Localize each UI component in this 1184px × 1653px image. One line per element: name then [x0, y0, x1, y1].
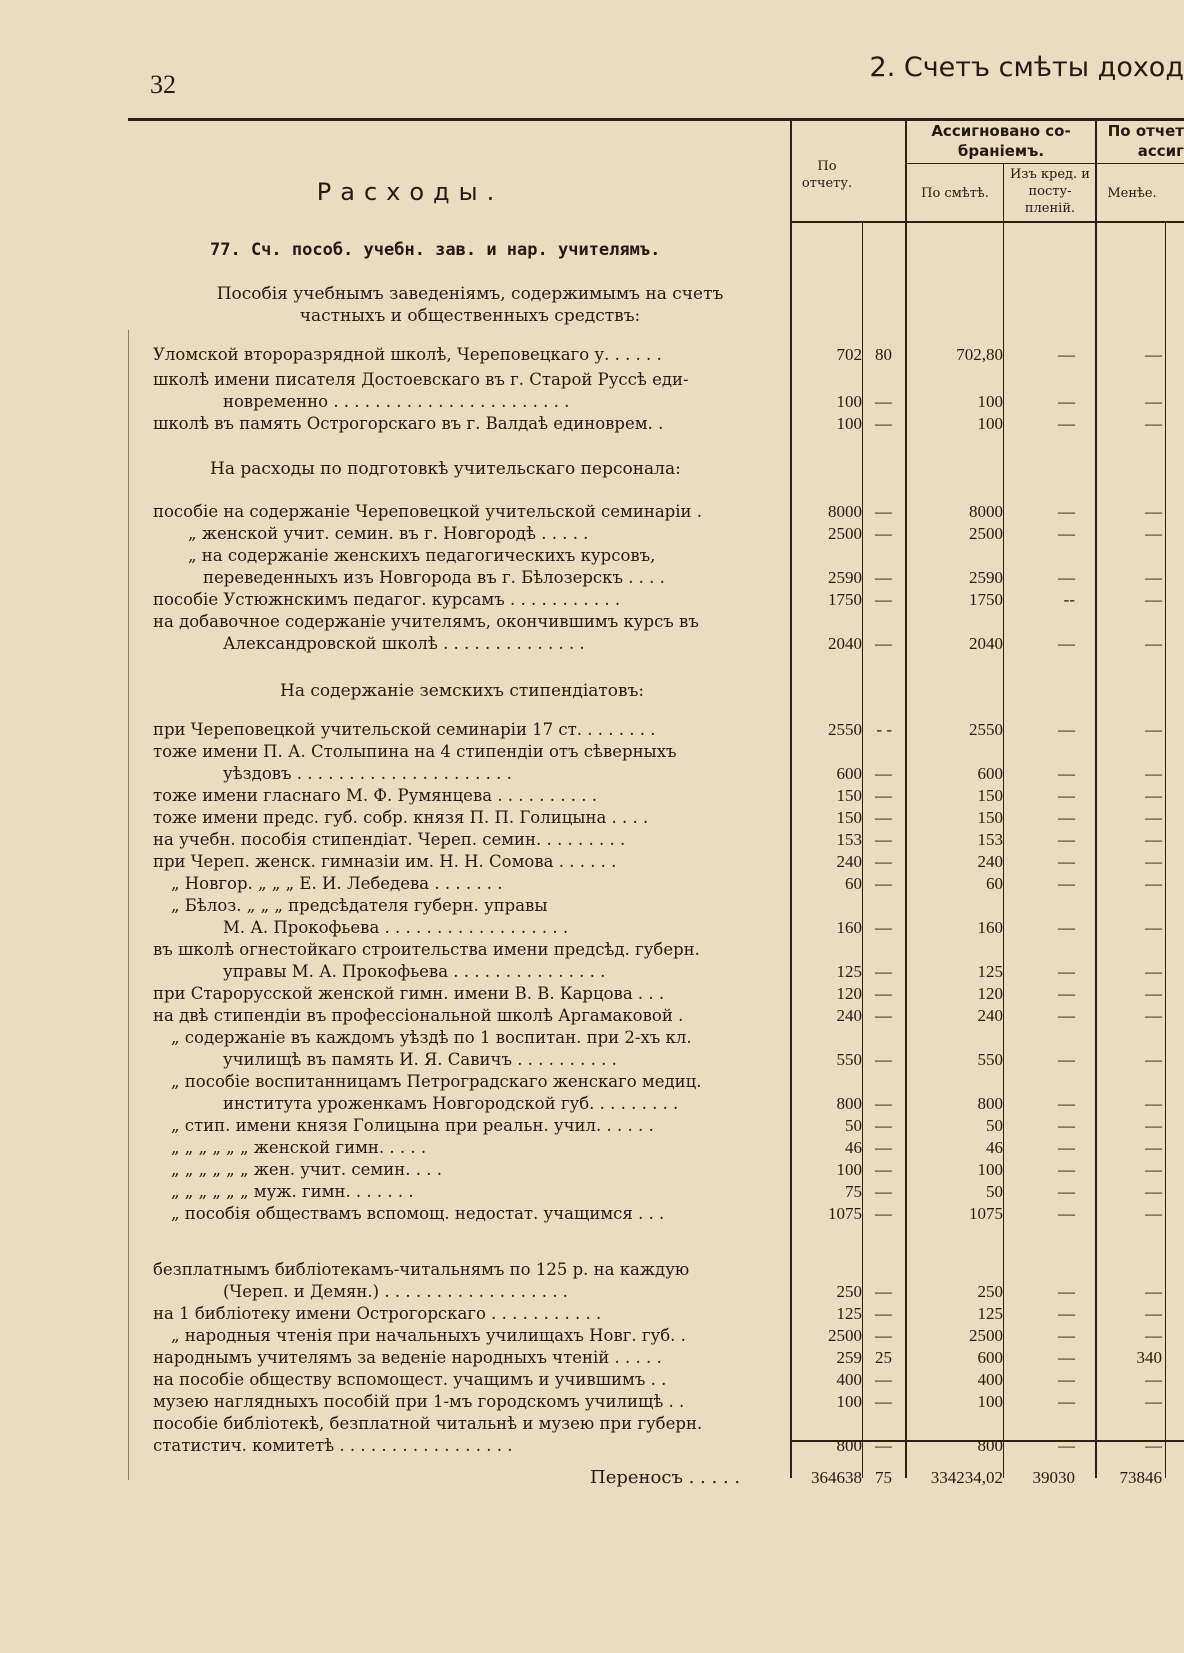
table-row	[0, 370, 1184, 390]
row-value-a: 250	[836, 1282, 862, 1301]
row-value-b: —	[875, 1138, 892, 1157]
row-value-e: —	[1145, 874, 1162, 893]
row-value-d: —	[1058, 1116, 1075, 1135]
row-value-c: 2040	[969, 634, 1003, 653]
row-value-c: 8000	[969, 502, 1003, 521]
row-value-a: 400	[836, 1370, 862, 1389]
row-value-a: 125	[836, 1304, 862, 1323]
row-text: на учебн. пособія стипендіат. Череп. семин. . . . . . . . .	[153, 830, 626, 849]
row-value-d: —	[1058, 1006, 1075, 1025]
row-text: новременно . . . . . . . . . . . . . . . . . . . . . . .	[223, 392, 570, 411]
page-number: 32	[150, 70, 176, 99]
table-row	[0, 896, 1184, 916]
row-value-e: —	[1145, 1094, 1162, 1113]
row-value-e: —	[1145, 502, 1162, 521]
row-value-a: 2500	[828, 524, 862, 543]
row-value-e: —	[1145, 918, 1162, 937]
row-text: „ „ „ „ „ „ женской гимн. . . . .	[171, 1138, 427, 1157]
row-value-b: —	[875, 1116, 892, 1135]
row-value-a: 2590	[828, 568, 862, 587]
row-value-a: 1075	[828, 1204, 862, 1223]
row-value-c: 100	[977, 1392, 1003, 1411]
row-value-b: —	[875, 1436, 892, 1455]
table-row	[0, 984, 1184, 1004]
row-value-a: 153	[836, 830, 862, 849]
row-value-c: 1750	[969, 590, 1003, 609]
row-value-d: —	[1058, 1326, 1075, 1345]
row-value-a: 800	[836, 1094, 862, 1113]
table-row	[0, 345, 1184, 365]
row-value-b: —	[875, 1204, 892, 1223]
row-value-e: —	[1145, 764, 1162, 783]
header-bottom-rule	[790, 221, 1184, 223]
row-value-d: —	[1058, 1204, 1075, 1223]
row-value-a: 150	[836, 786, 862, 805]
table-row	[0, 524, 1184, 544]
row-text: „ „ „ „ „ „ муж. гимн. . . . . . .	[171, 1182, 414, 1201]
table-row	[0, 1348, 1184, 1368]
row-value-a: 550	[836, 1050, 862, 1069]
row-value-c: 1075	[969, 1204, 1003, 1223]
row-value-d: —	[1058, 962, 1075, 981]
row-text: пособіе библіотекѣ, безплатной читальнѣ и музею при губерн.	[153, 1414, 703, 1433]
row-value-e: —	[1145, 1392, 1162, 1411]
row-value-c: 800	[977, 1436, 1003, 1455]
row-text: въ школѣ огнестойкаго строительства имени предсѣд. губерн.	[153, 940, 700, 959]
row-value-d: —	[1058, 984, 1075, 1003]
row-value-a: 259	[836, 1348, 862, 1367]
row-value-b: —	[875, 808, 892, 827]
row-value-c: 250	[977, 1282, 1003, 1301]
row-value-a: 75	[845, 1182, 862, 1201]
row-value-d: —	[1058, 1304, 1075, 1323]
row-value-d: —	[1058, 830, 1075, 849]
table-row	[0, 1160, 1184, 1180]
row-value-b: —	[875, 852, 892, 871]
row-value-a: 2040	[828, 634, 862, 653]
col-assigned: Ассигновано со-браніемъ.	[931, 122, 1071, 160]
row-value-b: —	[875, 764, 892, 783]
row-text: училищѣ въ память И. Я. Савичъ . . . . . . . . . .	[223, 1050, 617, 1069]
row-value-b: —	[875, 590, 892, 609]
table-row	[0, 1050, 1184, 1070]
row-value-e: —	[1145, 1436, 1162, 1455]
total-b: 75	[875, 1468, 892, 1487]
row-text: на пособіе обществу вспомощест. учащимъ и учившимъ . .	[153, 1370, 667, 1389]
row-text: на добавочное содержаніе учителямъ, окончившимъ курсъ въ	[153, 612, 699, 631]
table-row	[0, 1370, 1184, 1390]
row-value-d: —	[1058, 392, 1075, 411]
table-row	[0, 786, 1184, 806]
table-row	[0, 1282, 1184, 1302]
table-row	[0, 874, 1184, 894]
row-value-a: 160	[836, 918, 862, 937]
row-text: переведенныхъ изъ Новгорода въ г. Бѣлозерскъ . . . .	[203, 568, 665, 587]
row-value-b: —	[875, 1160, 892, 1179]
row-value-d: —	[1058, 874, 1075, 893]
row-value-a: 120	[836, 984, 862, 1003]
row-value-c: 2590	[969, 568, 1003, 587]
row-value-b: —	[875, 568, 892, 587]
col-by-estimate: По смѣтѣ.	[921, 186, 989, 201]
table-row	[0, 1326, 1184, 1346]
row-value-d: —	[1058, 502, 1075, 521]
row-value-a: 2550	[828, 720, 862, 739]
row-value-d: —	[1058, 720, 1075, 739]
row-value-e: —	[1145, 1138, 1162, 1157]
table-row	[0, 1392, 1184, 1412]
row-value-e: —	[1145, 808, 1162, 827]
section-heading: 77. Сч. пособ. учебн. зав. и нар. учителямъ.	[210, 240, 661, 260]
total-a: 364638	[811, 1468, 862, 1487]
row-value-b: —	[875, 1370, 892, 1389]
row-value-a: 50	[845, 1116, 862, 1135]
row-value-e: —	[1145, 345, 1162, 364]
row-value-e: —	[1145, 786, 1162, 805]
row-value-b: —	[875, 1094, 892, 1113]
row-value-c: 46	[986, 1138, 1003, 1157]
row-value-a: 100	[836, 392, 862, 411]
row-value-c: 150	[977, 786, 1003, 805]
row-value-d: —	[1058, 414, 1075, 433]
row-value-e: —	[1145, 1160, 1162, 1179]
row-value-c: 2550	[969, 720, 1003, 739]
row-value-e: —	[1145, 590, 1162, 609]
row-value-e: —	[1145, 1326, 1162, 1345]
subhead-private-schools: Пособія учебнымъ заведеніямъ, содержимымъ на счетъ частныхъ и общественныхъ средствъ:	[216, 284, 724, 326]
row-value-a: 800	[836, 1436, 862, 1455]
row-value-a: 8000	[828, 502, 862, 521]
row-value-b: —	[875, 1006, 892, 1025]
row-text: Уломской второразрядной школѣ, Череповецкаго у. . . . . .	[153, 345, 662, 364]
row-value-b: —	[875, 1326, 892, 1345]
row-text: „ „ „ „ „ „ жен. учит. семин. . . .	[171, 1160, 442, 1179]
row-text: на 1 библіотеку имени Острогорскаго . . . . . . . . . . .	[153, 1304, 602, 1323]
row-value-a: 240	[836, 1006, 862, 1025]
row-value-d: —	[1058, 1392, 1075, 1411]
col-by-report: По отчету.	[801, 159, 853, 191]
row-value-d: —	[1058, 1348, 1075, 1367]
row-value-b: - -	[876, 720, 892, 739]
row-value-d: —	[1058, 808, 1075, 827]
row-value-e: —	[1145, 720, 1162, 739]
row-text: тоже имени предс. губ. собр. князя П. П. Голицына . . . .	[153, 808, 649, 827]
subhead-stipends: На содержаніе земскихъ стипендіатовъ:	[280, 681, 645, 701]
row-value-c: 50	[986, 1182, 1003, 1201]
row-value-a: 240	[836, 852, 862, 871]
row-value-c: 800	[977, 1094, 1003, 1113]
row-value-d: —	[1058, 786, 1075, 805]
row-value-e: —	[1145, 414, 1162, 433]
row-value-e: —	[1145, 1050, 1162, 1069]
row-text: тоже имени П. А. Столыпина на 4 стипендіи отъ сѣверныхъ	[153, 742, 677, 761]
row-value-e: —	[1145, 1182, 1162, 1201]
row-text: музею наглядныхъ пособій при 1-мъ городскомъ училищѣ . .	[153, 1392, 685, 1411]
row-text: пособіе Устюжнскимъ педагог. курсамъ . . . . . . . . . . .	[153, 590, 621, 609]
table-row	[0, 634, 1184, 654]
table-row	[0, 808, 1184, 828]
row-value-c: 400	[977, 1370, 1003, 1389]
row-value-e: 340	[1136, 1348, 1162, 1367]
row-value-a: 702	[836, 345, 862, 364]
row-value-b: —	[875, 524, 892, 543]
row-value-d: —	[1058, 852, 1075, 871]
table-row	[0, 940, 1184, 960]
row-text: (Череп. и Демян.) . . . . . . . . . . . . . . . . . .	[223, 1282, 568, 1301]
col-from-credits: Изъ кред. и посту-пленій.	[1010, 167, 1090, 216]
row-value-d: --	[1063, 590, 1075, 609]
total-c: 334234,02	[930, 1468, 1003, 1487]
row-value-a: 100	[836, 414, 862, 433]
row-value-c: 702,80	[956, 345, 1003, 364]
table-row	[0, 720, 1184, 740]
row-text: при Старорусской женской гимн. имени В. В. Карцова . . .	[153, 984, 665, 1003]
row-value-b: —	[875, 634, 892, 653]
row-value-d: —	[1058, 524, 1075, 543]
row-value-c: 60	[986, 874, 1003, 893]
row-text: „ женской учит. семин. въ г. Новгородѣ . . . . .	[188, 524, 589, 543]
row-value-b: —	[875, 414, 892, 433]
table-row	[0, 1116, 1184, 1136]
row-text: „ пособіе воспитанницамъ Петроградскаго женскаго медиц.	[171, 1072, 702, 1091]
row-value-c: 125	[977, 1304, 1003, 1323]
row-text: безплатнымъ библіотекамъ-читальнямъ по 125 р. на каждую	[153, 1260, 690, 1279]
total-d: 39030	[1032, 1468, 1075, 1487]
table-row	[0, 764, 1184, 784]
row-value-e: —	[1145, 984, 1162, 1003]
row-text: „ Бѣлоз. „ „ „ предсѣдателя губерн. управы	[171, 896, 548, 915]
row-text: на двѣ стипендіи въ профессіональной школѣ Аргамаковой .	[153, 1006, 684, 1025]
table-row	[0, 502, 1184, 522]
row-value-c: 50	[986, 1116, 1003, 1135]
table-row	[0, 852, 1184, 872]
row-text: „ стип. имени князя Голицына при реальн. учил. . . . . .	[171, 1116, 654, 1135]
row-text: при Череп. женск. гимназіи им. Н. Н. Сомова . . . . . .	[153, 852, 617, 871]
row-value-e: —	[1145, 852, 1162, 871]
row-text: „ содержаніе въ каждомъ уѣздѣ по 1 воспитан. при 2-хъ кл.	[171, 1028, 692, 1047]
row-value-b: 80	[875, 345, 892, 364]
row-value-d: —	[1058, 1160, 1075, 1179]
row-value-e: —	[1145, 634, 1162, 653]
table-row	[0, 1006, 1184, 1026]
subhead-teacher-training: На расходы по подготовкѣ учительскаго персонала:	[210, 459, 681, 479]
row-text: „ народныя чтенія при начальныхъ училищахъ Новг. губ. .	[171, 1326, 686, 1345]
table-row	[0, 590, 1184, 610]
row-value-b: —	[875, 1304, 892, 1323]
table-row	[0, 546, 1184, 566]
row-value-e: —	[1145, 1370, 1162, 1389]
total-e: 73846	[1119, 1468, 1162, 1487]
table-row	[0, 1204, 1184, 1224]
row-value-b: —	[875, 1050, 892, 1069]
row-value-d: —	[1058, 1436, 1075, 1455]
table-title: Расходы.	[316, 178, 504, 206]
table-row	[0, 962, 1184, 982]
row-value-a: 125	[836, 962, 862, 981]
row-value-b: —	[875, 786, 892, 805]
table-row	[0, 1436, 1184, 1456]
total-row	[0, 1468, 1184, 1492]
row-value-a: 60	[845, 874, 862, 893]
row-value-a: 100	[836, 1392, 862, 1411]
table-row	[0, 1072, 1184, 1092]
row-text: „ пособія обществамъ вспомощ. недостат. учащимся . . .	[171, 1204, 665, 1223]
row-value-b: —	[875, 874, 892, 893]
row-value-b: —	[875, 918, 892, 937]
table-row	[0, 1138, 1184, 1158]
row-value-c: 240	[977, 852, 1003, 871]
table-row	[0, 1028, 1184, 1048]
row-text: пособіе на содержаніе Череповецкой учительской семинаріи .	[153, 502, 702, 521]
table-row	[0, 1414, 1184, 1434]
row-text: тоже имени гласнаго М. Ф. Румянцева . . . . . . . . . .	[153, 786, 597, 805]
row-value-a: 150	[836, 808, 862, 827]
row-value-e: —	[1145, 1116, 1162, 1135]
row-value-c: 600	[977, 764, 1003, 783]
table-row	[0, 1182, 1184, 1202]
table-row	[0, 1304, 1184, 1324]
row-value-b: 25	[875, 1348, 892, 1367]
row-value-a: 46	[845, 1138, 862, 1157]
row-value-d: —	[1058, 634, 1075, 653]
col-less: Менѣе.	[1107, 186, 1157, 201]
table-row	[0, 1260, 1184, 1280]
row-value-a: 1750	[828, 590, 862, 609]
row-value-c: 100	[977, 392, 1003, 411]
row-text: уѣздовъ . . . . . . . . . . . . . . . . . . . . .	[223, 764, 512, 783]
row-text: „ Новгор. „ „ „ Е. И. Лебедева . . . . . . .	[171, 874, 503, 893]
row-value-e: —	[1145, 1006, 1162, 1025]
row-value-d: —	[1058, 1050, 1075, 1069]
row-value-e: —	[1145, 568, 1162, 587]
row-value-c: 2500	[969, 1326, 1003, 1345]
row-value-e: —	[1145, 830, 1162, 849]
row-value-a: 100	[836, 1160, 862, 1179]
row-value-d: —	[1058, 918, 1075, 937]
row-text: народнымъ учителямъ за веденіе народныхъ чтеній . . . . .	[153, 1348, 662, 1367]
table-row	[0, 392, 1184, 412]
row-value-d: —	[1058, 764, 1075, 783]
row-value-e: —	[1145, 1282, 1162, 1301]
row-value-b: —	[875, 502, 892, 521]
row-value-a: 600	[836, 764, 862, 783]
row-value-b: —	[875, 1182, 892, 1201]
row-value-c: 2500	[969, 524, 1003, 543]
row-text: школѣ въ память Острогорскаго въ г. Валдаѣ единоврем. .	[153, 414, 664, 433]
row-text: института уроженкамъ Новгородской губ. . . . . . . . .	[223, 1094, 679, 1113]
row-value-e: —	[1145, 392, 1162, 411]
row-value-c: 100	[977, 414, 1003, 433]
table-row	[0, 414, 1184, 434]
table-row	[0, 568, 1184, 588]
row-value-c: 240	[977, 1006, 1003, 1025]
row-value-d: —	[1058, 1370, 1075, 1389]
row-value-b: —	[875, 1282, 892, 1301]
running-header: 2. Счетъ смѣты доход	[869, 52, 1184, 83]
row-value-b: —	[875, 984, 892, 1003]
row-text: при Череповецкой учительской семинаріи 17 ст. . . . . . . .	[153, 720, 656, 739]
row-value-b: —	[875, 830, 892, 849]
row-value-c: 100	[977, 1160, 1003, 1179]
col-report-assig: По отчет ассиг	[1107, 122, 1184, 160]
row-value-d: —	[1058, 345, 1075, 364]
row-text: Александровской школѣ . . . . . . . . . . . . . .	[223, 634, 585, 653]
row-value-c: 153	[977, 830, 1003, 849]
row-value-d: —	[1058, 1094, 1075, 1113]
row-value-c: 600	[977, 1348, 1003, 1367]
row-value-d: —	[1058, 1182, 1075, 1201]
row-text: статистич. комитетѣ . . . . . . . . . . . . . . . . .	[153, 1436, 513, 1455]
row-value-d: —	[1058, 1138, 1075, 1157]
row-value-c: 120	[977, 984, 1003, 1003]
table-row	[0, 742, 1184, 762]
assig-mid-rule	[1095, 163, 1184, 164]
row-value-b: —	[875, 392, 892, 411]
table-row	[0, 918, 1184, 938]
row-text: управы М. А. Прокофьева . . . . . . . . . . . . . . .	[223, 962, 606, 981]
row-text: школѣ имени писателя Достоевскаго въ г. Старой Руссѣ еди-	[153, 370, 689, 389]
table-row	[0, 1094, 1184, 1114]
table-row	[0, 830, 1184, 850]
row-text: „ на содержаніе женскихъ педагогическихъ курсовъ,	[188, 546, 656, 565]
total-label: Переносъ . . . . .	[590, 1468, 741, 1488]
row-text: М. А. Прокофьева . . . . . . . . . . . . . . . . . .	[223, 918, 569, 937]
row-value-d: —	[1058, 1282, 1075, 1301]
row-value-d: —	[1058, 568, 1075, 587]
row-value-e: —	[1145, 524, 1162, 543]
row-value-a: 2500	[828, 1326, 862, 1345]
row-value-c: 160	[977, 918, 1003, 937]
row-value-c: 150	[977, 808, 1003, 827]
assigned-mid-rule	[905, 163, 1095, 164]
row-value-c: 550	[977, 1050, 1003, 1069]
table-row	[0, 612, 1184, 632]
row-value-e: —	[1145, 1204, 1162, 1223]
row-value-b: —	[875, 962, 892, 981]
row-value-e: —	[1145, 1304, 1162, 1323]
row-value-e: —	[1145, 962, 1162, 981]
row-value-b: —	[875, 1392, 892, 1411]
row-value-c: 125	[977, 962, 1003, 981]
